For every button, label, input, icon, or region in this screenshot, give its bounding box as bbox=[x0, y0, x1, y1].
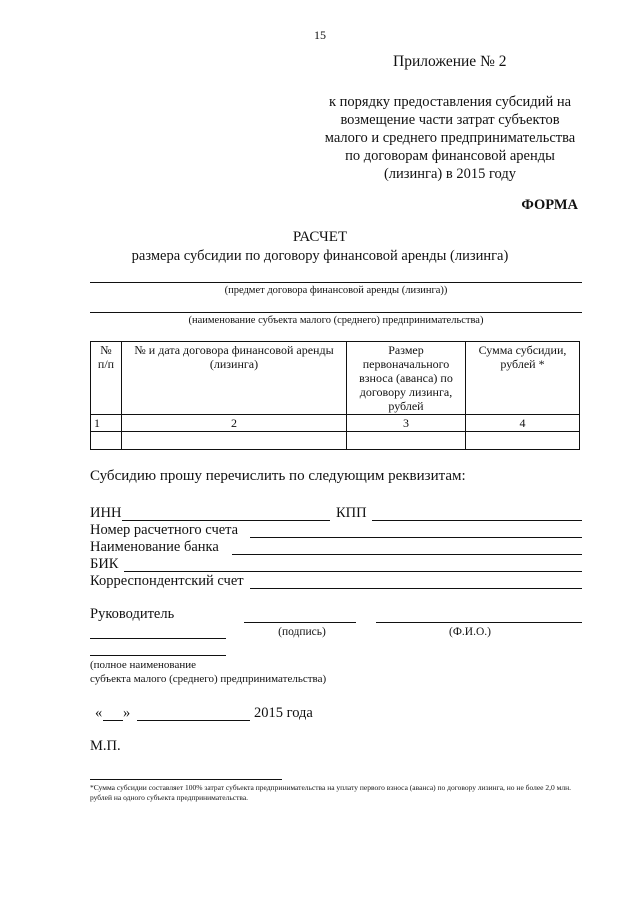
appendix-title: Приложение № 2 bbox=[393, 53, 507, 70]
account-label: Номер расчетного счета bbox=[90, 522, 239, 538]
header-cell: Размер первоначального взноса (аванса) по договору лизинга, рублей bbox=[347, 342, 466, 415]
order-reference bbox=[300, 93, 600, 183]
number-cell: 2 bbox=[122, 415, 347, 432]
entity-full-name-field[interactable] bbox=[90, 655, 226, 656]
kpp-label: КПП bbox=[336, 505, 367, 521]
table-row bbox=[91, 415, 580, 432]
table-header-row bbox=[91, 342, 580, 415]
date-month-field[interactable] bbox=[137, 720, 250, 721]
bank-label: Наименование банка bbox=[90, 539, 219, 555]
order-line: по договорам финансовой аренды bbox=[345, 148, 555, 164]
form-label: ФОРМА bbox=[521, 197, 578, 213]
number-cell: 1 bbox=[91, 415, 122, 432]
date-year-text: 2015 года bbox=[254, 705, 313, 721]
order-line: возмещение части затрат субъектов bbox=[340, 112, 560, 128]
account-field[interactable] bbox=[250, 537, 582, 538]
requisites-title: Субсидию прошу перечислить по следующим реквизитам: bbox=[90, 468, 466, 484]
table-cell[interactable] bbox=[91, 432, 122, 450]
full-name-field[interactable] bbox=[376, 622, 582, 623]
table-row[interactable] bbox=[91, 432, 580, 450]
bik-label: БИК bbox=[90, 556, 119, 572]
date-day-field[interactable] bbox=[103, 720, 123, 721]
entity-name-line[interactable] bbox=[90, 312, 582, 313]
table-cell[interactable] bbox=[347, 432, 466, 450]
footnote: *Сумма субсидии составляет 100% затрат субъекта предпринимательства на уплату первого взноса (аванса) по договору лизинга, но не более 2,0 млн. рублей на одного субъекта предпринимательства. bbox=[90, 783, 572, 802]
calculation-table bbox=[90, 341, 580, 450]
date-open-quote: « bbox=[95, 705, 103, 721]
corr-account-label: Корреспондентский счет bbox=[90, 573, 244, 589]
calc-subtitle: размера субсидии по договору финансовой аренды (лизинга) bbox=[131, 248, 509, 264]
stamp-place: М.П. bbox=[90, 738, 121, 754]
inn-label: ИНН bbox=[90, 505, 122, 521]
header-cell: № п/п bbox=[91, 342, 122, 415]
entity-full-name-caption: субъекта малого (среднего) предпринимательства) bbox=[90, 673, 327, 685]
table-cell[interactable] bbox=[466, 432, 580, 450]
entity-name-caption: (наименование субъекта малого (среднего) предпринимательства) bbox=[188, 315, 484, 326]
inn-field[interactable] bbox=[122, 520, 330, 521]
signature-field[interactable] bbox=[244, 622, 356, 623]
subject-contract-line[interactable] bbox=[90, 282, 582, 283]
number-cell: 3 bbox=[347, 415, 466, 432]
head-label: Руководитель bbox=[90, 606, 175, 622]
footnote-separator bbox=[90, 779, 282, 780]
corr-account-field[interactable] bbox=[250, 588, 582, 589]
entity-full-name-caption: (полное наименование bbox=[90, 659, 197, 671]
calc-title: РАСЧЕТ bbox=[292, 229, 348, 245]
bank-field[interactable] bbox=[232, 554, 582, 555]
page-number: 15 bbox=[314, 28, 326, 42]
signature-caption: (подпись) bbox=[278, 626, 326, 638]
date-close-quote: » bbox=[123, 705, 131, 721]
bik-field[interactable] bbox=[124, 571, 582, 572]
order-line: к порядку предоставления субсидий на bbox=[328, 94, 572, 110]
order-line: (лизинга) в 2015 году bbox=[383, 166, 517, 182]
full-name-caption: (Ф.И.О.) bbox=[449, 626, 491, 638]
number-cell: 4 bbox=[466, 415, 580, 432]
subject-contract-caption: (предмет договора финансовой аренды (лизинга)) bbox=[224, 285, 448, 296]
header-cell: Сумма субсидии, рублей * bbox=[466, 342, 580, 415]
table-cell[interactable] bbox=[122, 432, 347, 450]
position-field[interactable] bbox=[90, 638, 226, 639]
order-line: малого и среднего предпринимательства bbox=[324, 130, 576, 146]
header-cell: № и дата договора финансовой аренды (лизинга) bbox=[122, 342, 347, 415]
kpp-field[interactable] bbox=[372, 520, 582, 521]
